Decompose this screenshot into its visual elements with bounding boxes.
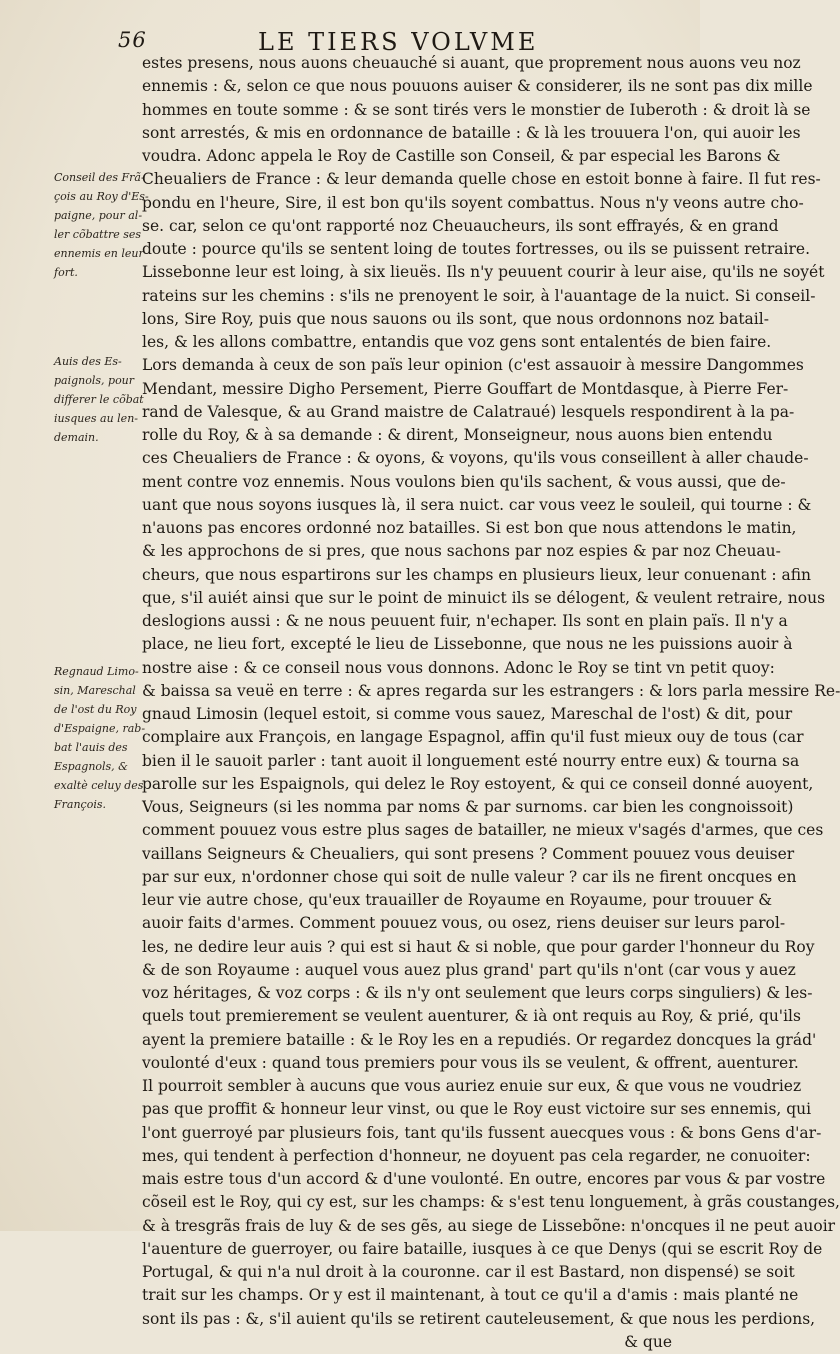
margin-note-3	[54, 662, 146, 814]
text-line: trait sur les champs. Or y est il maintenant, à tout ce qu'il a d'amis : mais planté ne	[142, 1286, 799, 1305]
margin-note-2	[54, 352, 144, 447]
text-line: Il pourroit sembler à aucuns que vous auriez enuie sur eux, & que vous ne voudriez	[142, 1077, 802, 1095]
margin-note-line: François.	[54, 798, 106, 811]
text-line: sont arrestés, & mis en ordonnance de bataille : & là les trouuera l'on, qui auoir les	[142, 123, 801, 142]
text-line: par sur eux, n'ordonner chose qui soit de nulle valeur ? car ils ne firent oncques en	[142, 867, 797, 886]
text-line: estes presens, nous auons cheuauché si auant, que proprement nous auons veu noz	[142, 54, 801, 72]
text-line: voz héritages, & voz corps : & ils n'y ont seulement que leurs corps singuliers) & les-	[142, 984, 813, 1002]
text-line: ennemis : &, selon ce que nous pouuons auiser & considerer, ils ne sont pas dix mille	[142, 77, 813, 96]
text-line: n'auons pas encores ordonné noz batailles. Si est bon que nous attendons le matin,	[142, 519, 797, 537]
running-title: LE TIERS VOLVME	[258, 28, 539, 56]
margin-note-line: paigne, pour al-	[54, 209, 143, 222]
text-line: & que	[624, 1332, 672, 1351]
text-line: que, s'il auiét ainsi que sur le point de minuict ils se délogent, & veulent retraire, nous	[142, 588, 826, 607]
margin-note-line: differer le cõbat	[54, 393, 144, 406]
text-line: & à tresgrãs frais de luy & de ses gẽs, au siege de Lissebõne: n'oncques il ne peut auoir	[142, 1216, 836, 1235]
text-line: Cheualiers de France : & leur demanda quelle chose en estoit bonne à faire. Il fut res-	[142, 170, 821, 189]
text-line: les, ne dedire leur auis ? qui est si haut & si noble, que pour garder l'honneur du Roy	[142, 937, 815, 956]
text-line: Vous, Seigneurs (si les nomma par noms & par surnoms. car bien les congnoissoit)	[142, 798, 794, 816]
text-line: & de son Royaume : auquel vous auez plus grand' part qu'ils n'ont (car vous y auez	[142, 960, 796, 979]
margin-note-line: çois au Roy d'Es-	[54, 190, 149, 203]
margin-note-1	[54, 168, 149, 282]
text-line: voudra. Adonc appela le Roy de Castille son Conseil, & par especial les Barons &	[142, 147, 781, 165]
text-line: l'auenture de guerroyer, ou faire bataille, iusques à ce que Denys (qui se escrit Roy de	[142, 1239, 823, 1258]
text-line: pas que proffit & honneur leur vinst, ou que le Roy eust victoire sur ses ennemis, qui	[142, 1100, 812, 1119]
margin-note-line: ler cõbattre ses	[54, 228, 142, 241]
text-line: Mendant, messire Digho Persement, Pierre Gouffart de Montdasque, à Pierre Fer-	[142, 379, 789, 398]
margin-note-line: Auis des Es-	[54, 355, 122, 368]
margin-note-line: bat l'auis des	[54, 741, 128, 754]
text-line: sont ils pas : &, s'il auient qu'ils se retirent cauteleusement, & que nous les perdions,	[142, 1309, 816, 1328]
text-line: & les approchons de si pres, que nous sachons par noz espies & par noz Cheuau-	[142, 542, 781, 561]
text-line: place, ne lieu fort, excepté le lieu de Lissebonne, que nous ne les puissions auoir à	[142, 635, 793, 654]
text-line: uant que nous soyons iusques là, il sera nuict. car vous veez le souleil, qui tourne : &	[142, 495, 812, 514]
text-line: nostre aise : & ce conseil nous vous donnons. Adonc le Roy se tint vn petit quoy:	[142, 658, 775, 677]
text-line: cõseil est le Roy, qui cy est, sur les champs: & s'est tenu longuement, à grãs coustanges,	[142, 1193, 840, 1212]
margin-note-line: exaltè celuy des	[54, 779, 144, 792]
text-line: Lissebonne leur est loing, à six lieuës. Ils n'y peuuent courir à leur aise, qu'ils ne soyét	[142, 263, 825, 282]
text-line: quels tout premierement se veulent auenturer, & ià ont requis au Roy, & prié, qu'ils	[142, 1007, 801, 1026]
text-line: rateins sur les chemins : s'ils ne prenoyent le soir, à l'auantage de la nuict. Si conseil-	[142, 286, 816, 305]
margin-note-line: fort.	[54, 266, 78, 279]
margin-note-line: de l'ost du Roy	[54, 703, 137, 716]
text-line: rand de Valesque, & au Grand maistre de Calatraué) lesquels respondirent à la pa-	[142, 402, 795, 421]
text-line: les, & les allons combattre, entandis que voz gens sont entalentés de bien faire.	[142, 333, 772, 351]
text-line: ces Cheualiers de France : & oyons, & voyons, qu'ils vous conseillent à aller chaude-	[142, 449, 809, 468]
margin-note-line: d'Espaigne, rab-	[54, 722, 146, 735]
text-line: complaire aux François, en langage Espagnol, affin qu'il fust mieux ouy de tous (car	[142, 728, 804, 747]
text-line: l'ont guerroyé par plusieurs fois, tant qu'ils fussent auecques vous : & bons Gens d'ar-	[142, 1123, 822, 1142]
text-line: leur vie autre chose, qu'eux trauailler de Royaume en Royaume, pour trouuer &	[142, 891, 773, 909]
text-line: rolle du Roy, & à sa demande : & dirent, Monseigneur, nous auons bien entendu	[142, 426, 773, 444]
text-line: voulonté d'eux : quand tous premiers pour vous ils se veulent, & offrent, auenturer.	[142, 1053, 799, 1072]
text-line: Lors demanda à ceux de son païs leur opinion (c'est assauoir à messire Dangommes	[142, 356, 804, 375]
text-line: mais estre tous d'un accord & d'une voulonté. En outre, encores par vous & par vostre	[142, 1170, 826, 1188]
text-line: hommes en toute somme : & se sont tirés vers le monstier de Iuberoth : & droit là se	[142, 100, 811, 119]
text-line: ayent la premiere bataille : & le Roy les en a repudiés. Or regardez doncques la grád'	[142, 1030, 817, 1049]
text-line: mes, qui tendent à perfection d'honneur, ne doyuent pas cela regarder, ne conuoiter:	[142, 1146, 811, 1165]
margin-note-line: paignols, pour	[54, 374, 135, 387]
main-text	[142, 52, 840, 1354]
margin-note-line: sin, Mareschal	[54, 684, 136, 697]
text-line: comment pouuez vous estre plus sages de batailler, ne mieux v'sagés d'armes, que ces	[142, 821, 824, 840]
text-line: doute : pource qu'ils se sentent loing de toutes fortresses, ou ils se puissent retraire.	[142, 240, 811, 258]
text-line: ment contre voz ennemis. Nous voulons bien qu'ils sachent, & vous aussi, que de-	[142, 472, 786, 491]
margin-note-line: Regnaud Limo-	[54, 665, 139, 678]
text-line: & baissa sa veuë en terre : & apres regarda sur les estrangers : & lors parla messire Re-	[142, 681, 840, 700]
text-line: auoir faits d'armes. Comment pouuez vous, ou osez, riens deuiser sur leurs parol-	[142, 914, 786, 933]
text-line: se. car, selon ce qu'ont rapporté noz Cheuaucheurs, ils sont effrayés, & en grand	[142, 216, 779, 235]
margin-note-line: demain.	[54, 431, 99, 444]
text-line: bien il le sauoit parler : tant auoit il longuement esté nourry entre eux) & tourna sa	[142, 751, 800, 770]
margin-note-line: Conseil des Frã-	[54, 171, 145, 184]
text-line: lons, Sire Roy, puis que nous sauons ou ils sont, que nous ordonnons noz batail-	[142, 309, 769, 328]
margin-note-line: iusques au len-	[54, 412, 138, 425]
margin-note-line: ennemis en leur	[54, 247, 144, 260]
text-line: Portugal, & qui n'a nul droit à la couronne. car il est Bastard, non dispensé) se soit	[142, 1263, 795, 1281]
text-line: deslogions aussi : & ne nous peuuent fuir, n'echaper. Ils sont en plain païs. Il n'y a	[142, 612, 788, 630]
text-line: gnaud Limosin (lequel estoit, si comme vous sauez, Mareschal de l'ost) & dit, pour	[142, 705, 793, 723]
margin-note-line: Espagnols, &	[54, 760, 128, 773]
page-number: 56	[118, 28, 147, 52]
text-line: parolle sur les Espaignols, qui delez le Roy estoyent, & qui ce conseil donné auoyent,	[142, 774, 814, 793]
text-line: cheurs, que nous espartirons sur les champs en plusieurs lieux, leur conuenant : afin	[142, 565, 812, 584]
text-line: pondu en l'heure, Sire, il est bon qu'ils soyent combattus. Nous n'y veons autre cho-	[142, 193, 804, 212]
text-line: vaillans Seigneurs & Cheualiers, qui sont presens ? Comment pouuez vous deuiser	[142, 844, 795, 863]
